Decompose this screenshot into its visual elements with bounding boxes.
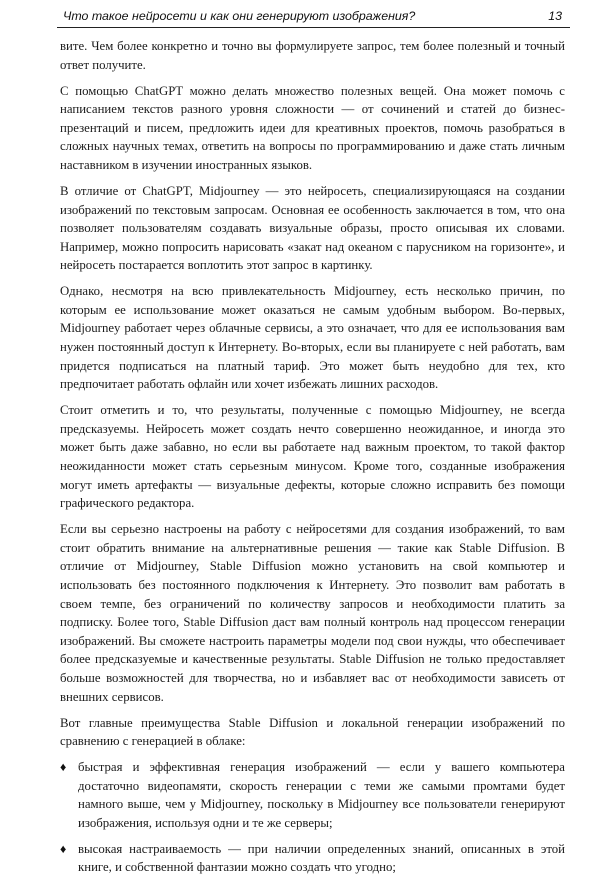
list-item-text: быстрая и эффективная генерация изображений — если у вашего компьютера достаточно видеопамяти, скорость генерации с теми же самыми промтами будет намного выше, чем у Midjourney, поскольку в Midjourney все пользователи генерируют изображения, используя одни и те же серверы;	[78, 760, 565, 830]
paragraph: С помощью ChatGPT можно делать множество полезных вещей. Она может помочь с написанием текстов разного уровня сложности — от сочинений и статей до бизнес-презентаций и писем, предложить идеи для креативных проектов, помочь разобраться в сложных научных темах, ответить на вопросы по программированию и даже стать личным наставником в изучении иностранных языков.	[60, 83, 565, 172]
running-title: Что такое нейросети и как они генерируют изображения?	[63, 9, 416, 23]
paragraph: Однако, несмотря на всю привлекательность Midjourney, есть несколько причин, по которым ее использование может оказаться не самым удобным выбором. Во-первых, Midjourney работает через облачные сервисы, а это означает, что для ее использования вам нужен постоянный доступ к Интернету. Во-вторых, если вы планируете с ней работать, вам придется подписаться на платный тариф. Это может быть неудобно для тех, кто предпочитает работать офлайн или хочет избежать лишних расходов.	[60, 284, 565, 392]
paragraph: Вот главные преимущества Stable Diffusion и локальной генерации изображений по сравнению с генерацией в облаке:	[60, 715, 565, 749]
list-item	[60, 758, 565, 832]
diamond-bullet-icon: ♦	[60, 760, 67, 775]
body-text	[60, 37, 565, 884]
paragraph: вите. Чем более конкретно и точно вы формулируете запрос, тем более полезный и точный ответ получите.	[60, 39, 565, 72]
paragraph: Если вы серьезно настроены на работу с нейросетями для создания изображений, то вам стоит обратить внимание на альтернативные решения — такие как Stable Diffusion. В отличие от Midjourney, Stable Diffusion можно установить на свой компьютер и использовать без постоянного подключения к Интернету. Это позволит вам работать в своем темпе, без ограничений по количеству запросов и необходимости платить за подписку. Более того, Stable Diffusion даст вам полный контроль над процессом генерации изображений. Вы сможете настроить параметры модели под свои нужды, что обеспечивает более предсказуемые и качественные результаты. Stable Diffusion не только предоставляет больше возможностей для творчества, но и избавляет вас от необходимости зависеть от внешних сервисов.	[60, 522, 565, 704]
running-head	[57, 7, 570, 27]
header-rule	[57, 27, 570, 28]
diamond-bullet-icon: ♦	[60, 841, 67, 856]
page-number: 13	[548, 9, 562, 23]
paragraph: Стоит отметить и то, что результаты, полученные с помощью Midjourney, не всегда предсказуемы. Нейросеть может создать нечто совершенно неожиданное, и иногда это может быть даже забавно, но если вы работаете над важным проектом, то такой фактор неожиданности может стать серьезным минусом. Кроме того, созданные изображения могут иметь артефакты — визуальные дефекты, которые сложно исправить без помощи графического редактора.	[60, 403, 565, 511]
paragraph: В отличие от ChatGPT, Midjourney — это нейросеть, специализирующаяся на создании изображений по текстовым запросам. Основная ее особенность заключается в том, что она позволяет пользователям создавать визуальные образы, просто описывая их словами. Например, можно попросить нарисовать «закат над океаном с парусником на горизонте», и нейросеть постарается воплотить этот запрос в картинку.	[60, 183, 565, 273]
list-item-text: высокая настраиваемость — при наличии определенных знаний, описанных в этой книге, и собственной фантазии можно создать что угодно;	[78, 841, 565, 875]
bullet-list	[60, 758, 565, 877]
list-item	[60, 840, 565, 877]
